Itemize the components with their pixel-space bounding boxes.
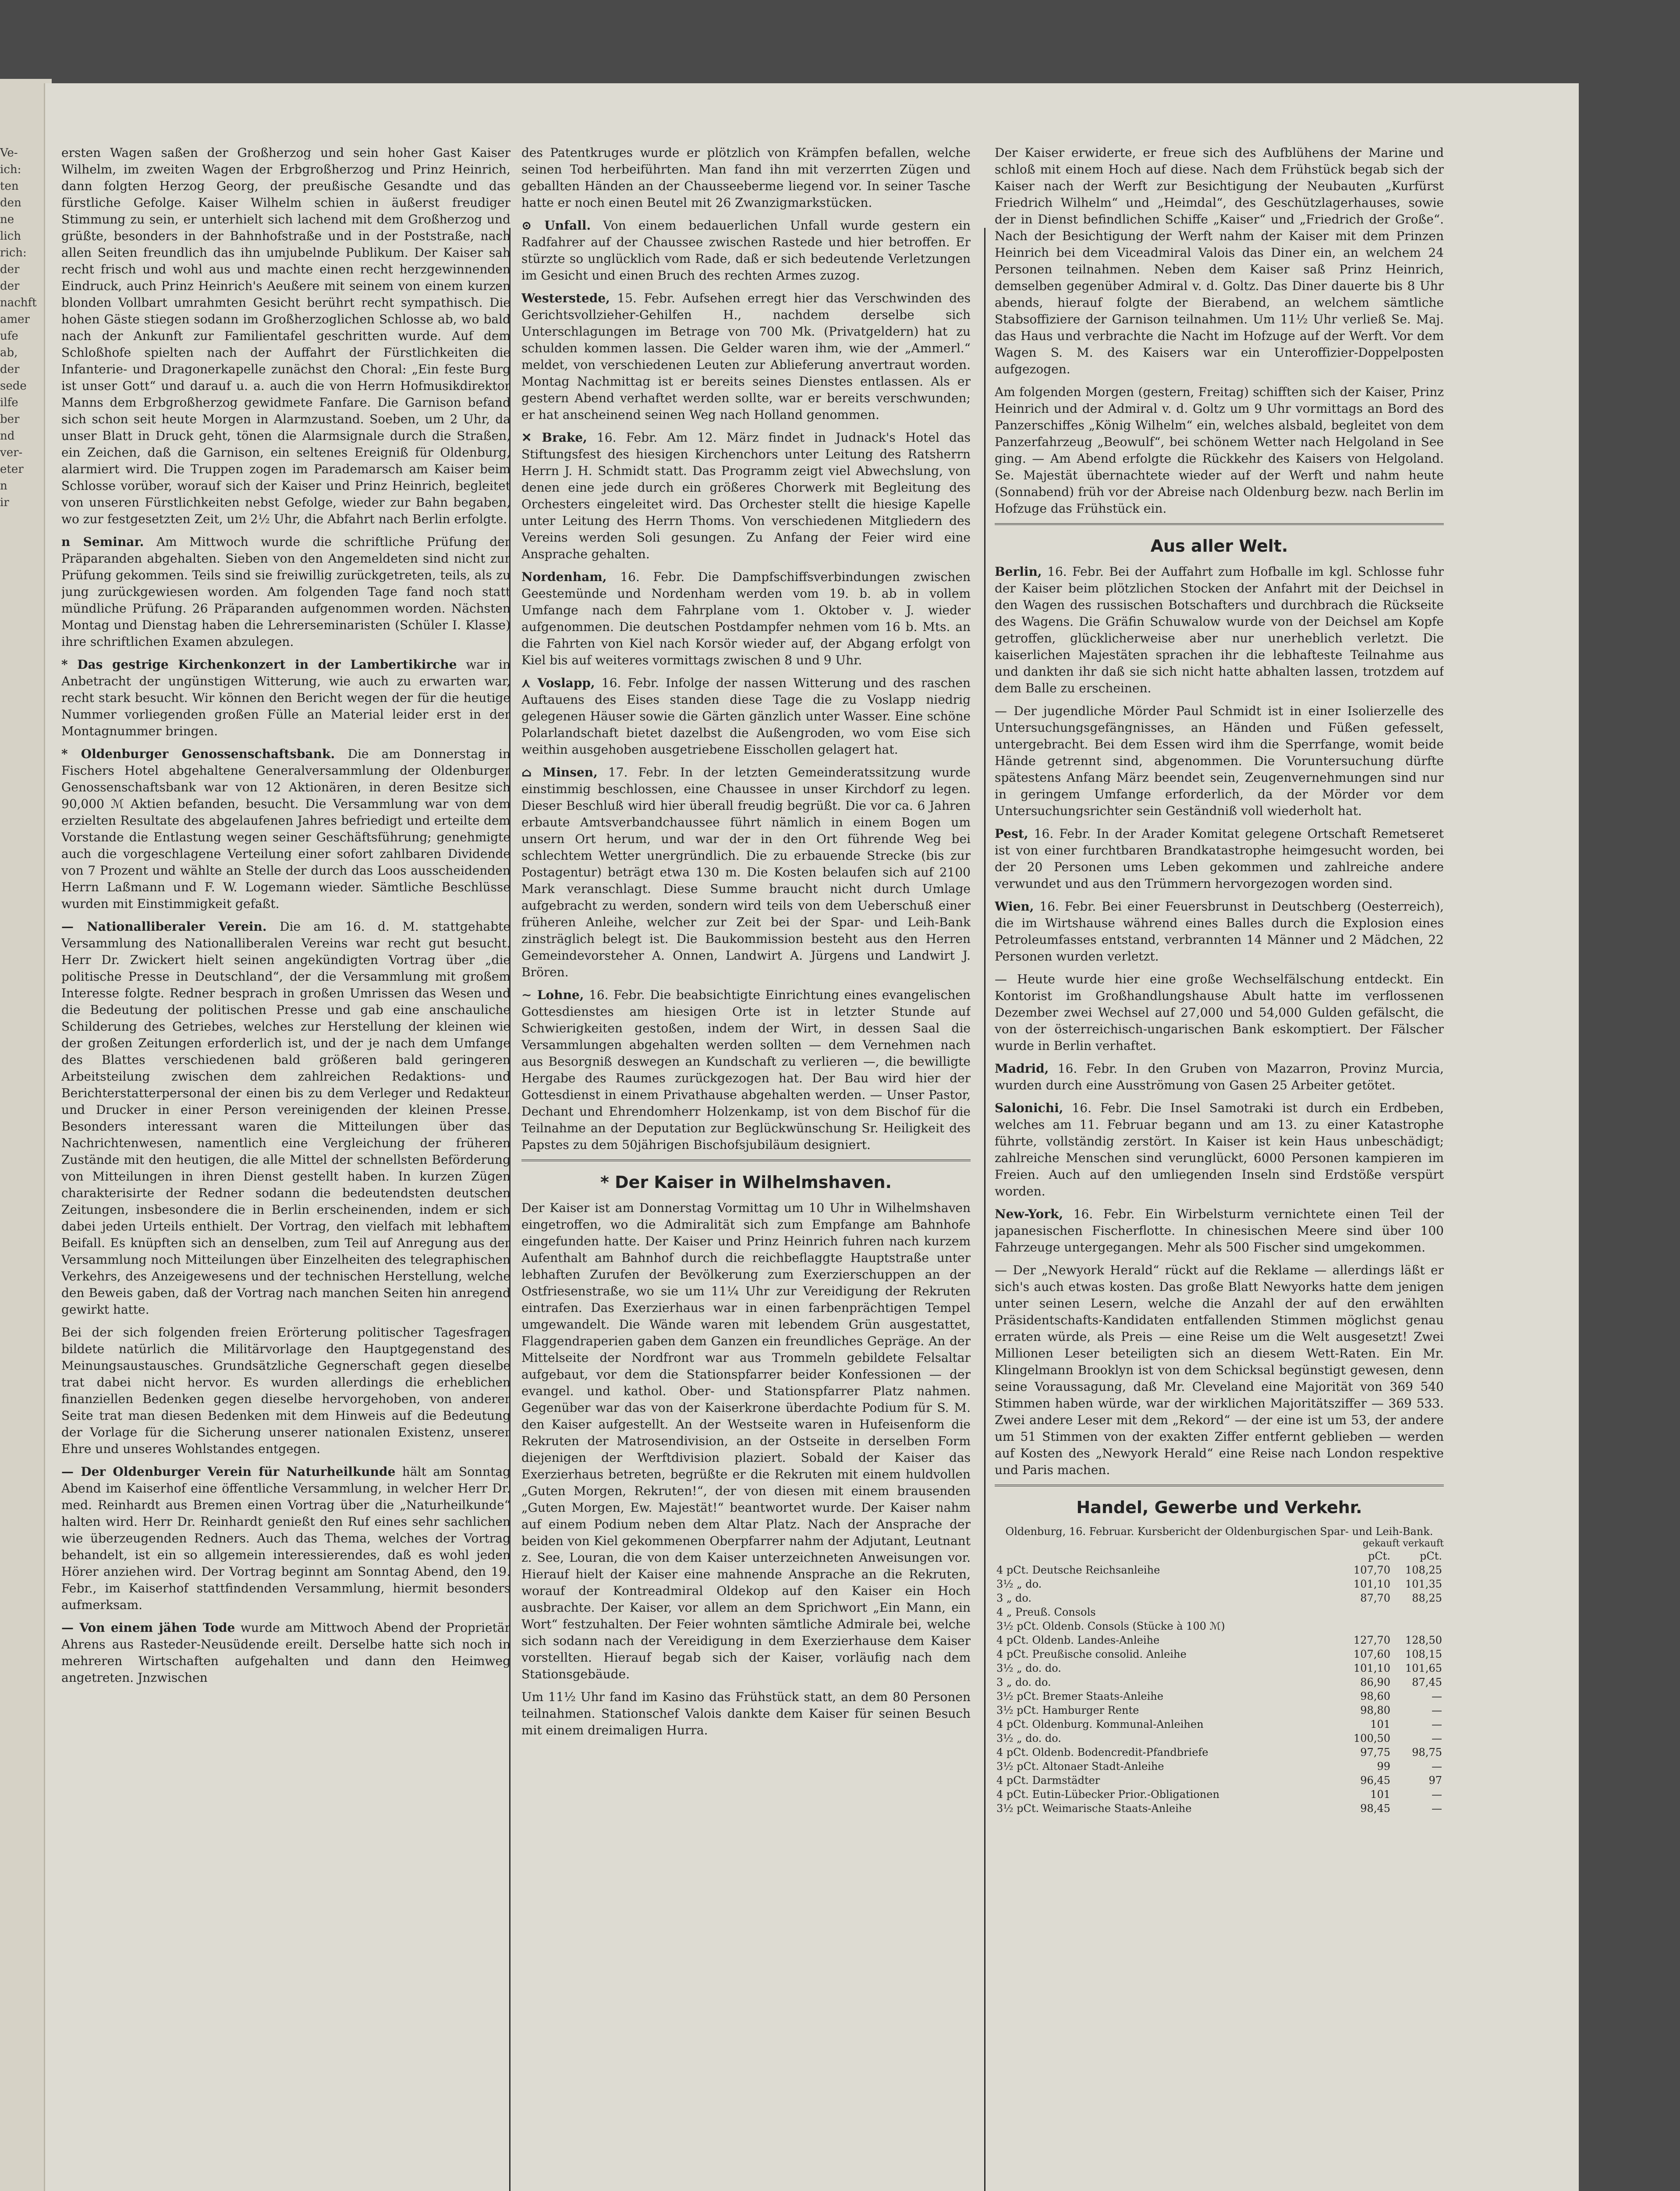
section-title-aus-aller-welt: Aus aller Welt.	[1150, 536, 1288, 556]
article-paragraph	[61, 918, 510, 1318]
table-cell: —	[1432, 1690, 1442, 1702]
table-row	[995, 1703, 1444, 1717]
table-cell: 98,45	[1360, 1802, 1390, 1815]
table-cell: 101	[1370, 1788, 1390, 1801]
article-paragraph	[995, 384, 1444, 517]
table-cell: 3½ „ do.	[996, 1578, 1042, 1590]
left-page-fragment: ber	[0, 413, 20, 426]
article-text: Am Mittwoch wurde die schriftliche Prüfung der Präparanden abgehalten. Sieben von den Angemeldeten sind nicht zur Prüfung gekommen. Teils sind sie freiwillig zurückgetreten, teils, als zu jung zurückgewiesen worden. Am folgenden Tage fand noch statt mündliche Prüfung. 26 Präparanden aufgenommen worden. Nächsten Montag und Dienstag haben die Lehrerseminaristen (Schüler I. Klasse) ihre schriftlichen Examen abzulegen.	[61, 535, 510, 649]
table-cell: 4 „ Preuß. Consols	[996, 1606, 1096, 1618]
article-paragraph	[521, 1200, 971, 1683]
article-text: 16. Febr. Am 12. März findet in Judnack's Hotel das Stiftungsfest des hiesigen Kirchenchors unter Leitung des Ratsherrn Herrn J. H. Schmidt statt. Das Programm zeigt viel Abwechslung, von denen eine jede durch ein größeres Chorwerk mit Begleitung des Orchesters eingeleitet wird. Das Orchester stellt die hiesige Kapelle unter Leitung des Herrn Thoms. Von verschiedenen Mitgliedern des Vereins werden Soli gesungen. Zu Anfang der Feier wird eine Ansprache gehalten.	[521, 430, 971, 561]
table-row	[995, 1549, 1444, 1563]
article-paragraph	[521, 1689, 971, 1739]
table-cell: 98,75	[1412, 1746, 1442, 1758]
table-cell	[995, 1549, 1340, 1563]
left-page-fragment: ab,	[0, 346, 18, 359]
table-row	[995, 1605, 1444, 1619]
table-cell: —	[1432, 1760, 1442, 1773]
table-cell: —	[1432, 1788, 1442, 1801]
article-text: Bei der sich folgenden freien Erörterung politischer Tagesfragen bildete natürlich die Militärvorlage den Hauptgegenstand des Meinungsaustausches. Grundsätzliche Gegnerschaft gegen dieselbe trat dabei nicht hervor. Es wurden allerdings die erheblichen finanziellen Bedenken gegen dieselbe hervorgehoben, von anderer Seite trat man diesen Bedenken mit dem Hinweis auf die Bedeutung der Vorlage für die Sicherung unserer nationalen Existenz, unserer Ehre und unseres Wohlstandes entgegen.	[61, 1325, 510, 1456]
table-row	[995, 1689, 1444, 1703]
article-lead: ∼ Lohne,	[521, 988, 584, 1002]
table-cell: 3½ pCt. Altonaer Stadt-Anleihe	[996, 1760, 1164, 1773]
article-text: — Der jugendliche Mörder Paul Schmidt ist in einer Isolierzelle des Untersuchungsgefängnisses, an Händen und Füßen gefesselt, untergebracht. Bei dem Essen wird ihm die Sperrfange, womit beide Hände getrennt sind, abgenommen. Die Voruntersuchung dürfte spätestens Anfang März beendet sein, Zeugenvernehmungen sind nur in geringem Umfange erforderlich, da der Mörder vor dem Untersuchungsrichter sein Geständniß voll wiederholt hat.	[995, 704, 1444, 818]
article-text: Die am Donnerstag in Fischers Hotel abgehaltene Generalversammlung der Oldenburger Genossenschaftsbank war von 12 Aktionären, in deren Besitze sich 90,000 ℳ Aktien befanden, besucht. Die Versammlung war von dem erzielten Resultate des abgelaufenen Jahres befriedigt und erteilte dem Vorstande die Entlastung wegen seiner Geschäftsführung; genehmigte auch die vorgeschlagene Verteilung einer sofort zahlbaren Dividende von 7 Prozent und wählte an Stelle der durch das Loos ausscheidenden Herrn Laßmann und F. W. Logemann wieder. Sämtliche Beschlüsse wurden mit Einstimmigkeit gefaßt.	[61, 747, 510, 911]
table-cell: 4 pCt. Eutin-Lübecker Prior.-Obligationen	[996, 1788, 1219, 1801]
article-lead: Pest,	[995, 826, 1028, 841]
table-cell: 107,60	[1354, 1648, 1390, 1660]
table-cell: pCt.	[1420, 1550, 1442, 1562]
left-page-fragment: den	[0, 196, 21, 209]
table-cell: 87,45	[1412, 1676, 1442, 1688]
left-page-fragment: n	[0, 479, 7, 493]
article-paragraph	[521, 987, 971, 1153]
table-cell: 99	[1377, 1760, 1390, 1773]
left-page-fragment: ich:	[0, 163, 21, 176]
table-row	[995, 1759, 1444, 1773]
table-cell	[1340, 1605, 1392, 1619]
left-page-fragment: nd	[0, 429, 15, 443]
article-paragraph	[61, 656, 510, 740]
article-text: war in Anbetracht der ungünstigen Witterung, wie auch zu erwarten war, recht stark besucht. Wir können den Bericht wegen der für die heutige Nummer vorliegenden großen Fülle an Material leider erst in der Montagnummer bringen.	[61, 657, 510, 738]
section-divider	[995, 523, 1444, 525]
table-cell: pCt.	[1368, 1550, 1390, 1562]
article-lead: Salonichi,	[995, 1101, 1063, 1115]
table-row	[995, 1647, 1444, 1661]
table-cell: 4 pCt. Oldenburg. Kommunal-Anleihen	[996, 1718, 1204, 1730]
table-cell: 100,50	[1354, 1732, 1390, 1744]
article-lead: New-York,	[995, 1207, 1063, 1221]
market-title: Handel, Gewerbe und Verkehr.	[1076, 1498, 1362, 1517]
table-row	[995, 1563, 1444, 1577]
left-page-fragments	[0, 145, 53, 511]
left-page-fragment: Ve-	[0, 146, 18, 160]
article-lead: * Oldenburger Genossenschaftsbank.	[61, 747, 335, 761]
table-cell: 88,25	[1412, 1592, 1442, 1604]
table-cell: —	[1432, 1704, 1442, 1716]
column-rule	[984, 228, 985, 2191]
article-lead: ✕ Brake,	[521, 430, 587, 445]
table-cell: 3½ „ do. do.	[996, 1662, 1061, 1674]
table-row	[995, 1717, 1444, 1731]
table-row	[995, 1633, 1444, 1647]
article-text: Um 11½ Uhr fand im Kasino das Frühstück statt, an dem 80 Personen teilnahmen. Stationschef Valois dankte dem Kaiser für seinen Besuch mit einem dreimaligen Hurra.	[521, 1690, 971, 1737]
table-cell: 86,90	[1360, 1676, 1390, 1688]
article-lead: ⋏ Voslapp,	[521, 676, 595, 690]
article-lead: Madrid,	[995, 1061, 1049, 1076]
article-paragraph	[995, 826, 1444, 892]
article-paragraph	[521, 429, 971, 563]
article-lead: — Nationalliberaler Verein.	[61, 919, 267, 934]
left-page-fragment: ten	[0, 180, 19, 193]
table-row	[995, 1731, 1444, 1745]
article-paragraph	[995, 564, 1444, 697]
table-row	[995, 1661, 1444, 1675]
article-paragraph	[995, 1060, 1444, 1094]
market-subtitle: Oldenburg, 16. Februar. Kursbericht der Oldenburgischen Spar- und Leih-Bank.	[1005, 1525, 1433, 1538]
article-paragraph	[61, 1464, 510, 1613]
table-cell: 101,35	[1405, 1578, 1442, 1590]
article-text: 16. Febr. Bei der Auffahrt zum Hofballe im kgl. Schlosse fuhr der Kaiser beim plötzlichen Stocken der Anfahrt mit der Deichsel in den Wagen des russischen Botschafters und durchbrach die Rückseite des Wagens. Die Gräfin Schuwalow wurde von der Deichsel am Kopfe getroffen, glücklicherweise aber nur unerheblich verletzt. Die kaiserlichen Majestäten sprachen ihr die lebhafteste Teilnahme aus und dankten ihr daß sie sich nicht hatte abhalten lassen, trotzdem auf dem Balle zu erscheinen.	[995, 564, 1444, 695]
table-cell: 4 pCt. Preußische consolid. Anleihe	[996, 1648, 1187, 1660]
left-page-fragment: ufe	[0, 330, 18, 343]
column-3	[995, 145, 1444, 1815]
left-page-fragment: rich:	[0, 246, 27, 259]
article-text: hält am Sonntag Abend im Kaiserhof eine öffentliche Versammlung, in welcher Herr Dr. med. Reinhardt aus Bremen einen Vortrag über die „Naturheilkunde“ halten wird. Herr Dr. Reinhardt genießt den Ruf eines sehr sachlichen wie überzeugenden Redners. Auch das Thema, welches der Vortrag behandelt, ist ein so allgemein interessierendes, daß es wohl jeden Hörer anziehen wird. Der Vortrag beginnt am Sonntag Abend, den 19. Febr., im Kaiserhof stattfindenden Versammlung, hiermit besonders aufmerksam.	[61, 1464, 510, 1612]
article-text: Von einem bedauerlichen Unfall wurde gestern ein Radfahrer auf der Chaussee zwischen Rastede und hier betroffen. Er stürzte so unglücklich vom Rade, daß er sich bedeutende Verletzungen im Gesicht und einen Bruch des rechten Armes zuzog.	[521, 218, 971, 283]
table-cell	[1392, 1619, 1444, 1633]
article-paragraph	[995, 703, 1444, 819]
article-text: 16. Febr. Die beabsichtigte Einrichtung eines evangelischen Gottesdienstes am hiesigen Orte ist in letzter Stunde auf Schwierigkeiten gestoßen, indem der Wirt, in dessen Saal die Versammlungen abgehalten werden sollten — dem Vernehmen nach aus Besorgniß deswegen an Kundschaft zu verlieren —, die bewilligte Hergabe des Raumes zurückgezogen hat. Der Bau wird hier der Gottesdienst in einem Privathause abgehalten werden. — Unser Pastor, Dechant und Ehrendomherr Holzenkamp, ist von dem Bischof für die Teilnahme an der Deputation zur Beglückwünschung Sr. Heiligkeit des Papstes zu dem 50jährigen Bischofsjubiläum designiert.	[521, 988, 971, 1152]
article-lead: Westerstede,	[521, 291, 610, 305]
table-cell: 3½ pCt. Oldenb. Consols (Stücke à 100 ℳ)	[996, 1620, 1225, 1632]
article-text: 16. Febr. Infolge der nassen Witterung und des raschen Auftauens des Eises standen diese Tage die zu Voslapp niedrig gelegenen Häuser sowie die Gärten gänzlich unter Wasser. Eine schöne Polarlandschaft bietet dazelbst die Außengroden, wo vom Eise sich weithin ausgehoben ausgetriebene Eisschollen gelagert hat.	[521, 676, 971, 757]
table-cell: 3 „ do. do.	[996, 1676, 1051, 1688]
table-cell: 101,10	[1354, 1662, 1390, 1674]
article-text: — Der „Newyork Herald“ rückt auf die Reklame — allerdings läßt er sich's auch etwas kosten. Das große Blatt Newyorks hatte dem jenigen unter seinen Lesern, welche die Anzahl der auf den erwählten Präsidentschafts-Kandidaten entfallenden Stimmen möglichst genau erraten würde, als Preis — eine Reise um die Welt ausgesetzt! Zwei Millionen Leser beteiligten sich an diesem Wett-Raten. Ein Mr. Klingelmann Brooklyn ist von dem Schicksal begünstigt gewesen, denn seine Voraussagung, daß Mr. Cleveland eine Majorität von 369 540 Stimmen haben würde, war der wirklichen Majoritätsziffer — 369 533. Zwei andere Leser mit dem „Rekord“ — der eine ist um 53, der andere um 51 Stimmen von der exakten Ziffer entfernt geblieben — werden auf Kosten des „Newyork Herald“ eine Reise nach London respektive und Paris machen.	[995, 1263, 1444, 1477]
article-paragraph	[61, 145, 510, 528]
table-cell: 3½ pCt. Hamburger Rente	[996, 1704, 1139, 1716]
article-lead: ⊙ Unfall.	[521, 218, 591, 233]
article-lead: — Der Oldenburger Verein für Naturheilkunde	[61, 1464, 396, 1479]
table-cell: 127,70	[1354, 1634, 1390, 1646]
left-page-fragment: eter	[0, 463, 24, 476]
article-paragraph	[521, 569, 971, 669]
table-cell	[1340, 1619, 1392, 1633]
article-lead: * Das gestrige Kirchenkonzert in der Lambertikirche	[61, 657, 457, 672]
table-cell: 4 pCt. Darmstädter	[996, 1774, 1100, 1787]
left-page-fragment: der	[0, 263, 20, 276]
table-cell: 101,65	[1405, 1662, 1442, 1674]
article-paragraph	[61, 746, 510, 912]
table-row	[995, 1801, 1444, 1815]
left-page-fragment: der	[0, 363, 20, 376]
article-paragraph	[61, 1620, 510, 1686]
table-cell: —	[1432, 1802, 1442, 1815]
table-row	[995, 1619, 1444, 1633]
table-cell: 4 pCt. Deutsche Reichsanleihe	[996, 1564, 1160, 1576]
table-cell: 98,60	[1360, 1690, 1390, 1702]
article-lead: Wien,	[995, 899, 1034, 914]
article-text: ersten Wagen saßen der Großherzog und sein hoher Gast Kaiser Wilhelm, im zweiten Wagen der Erbgroßherzog und Prinz Heinrich, dann folgten Herzog Georg, der preußische Gesandte und das fürstliche Gefolge. Kaiser Wilhelm schien in äußerst freudiger Stimmung zu sein, er unterhielt sich lachend mit dem Großherzog und grüßte, besonders in der Bahnhofstraße und in der Poststraße, nach allen Seiten freundlich das ihn umjubelnde Publikum. Der Kaiser sah recht frisch und wohl aus und machte einen recht herzgewinnenden Eindruck, auch Prinz Heinrich's Aeußere mit seinem von einem kurzen blonden Vollbart umrahmten Gesicht berührt recht sympathisch. Die hohen Gäste stiegen sodann im Großherzoglichen Schlosse ab, wo bald nach der Ankunft zur Familientafel geschritten wurde. Auf dem Schloßhofe spielten nach der Auffahrt der Fürstlichkeiten die Infanterie- und Dragonerkapelle zunächst den Choral: „Ein feste Burg ist unser Gott“ und darauf u. a. auch die von Herrn Hofmusikdirektor Manns dem Erbgroßherzog gewidmete Fanfare. Die Garnison befand sich schon seit heute Morgen in Alarmzustand. Soeben, um 2 Uhr, da unser Blatt in Druck geht, tönen die Alarmsignale durch die Straßen, ein Zeichen, daß die Garnison, ein seltenes Ereigniß für Oldenburg, alarmiert wird. Die Truppen zogen im Parademarsch am Kaiser beim Schlosse vorüber, worauf sich der Kaiser und Prinz Heinrich, begleitet von unseren Fürstlichkeiten nebst Gefolge, wieder zur Bahn begaben, wo zur festgesetzten Zeit, um 2½ Uhr, die Abfahrt nach Berlin erfolgte.	[61, 145, 510, 526]
table-cell: 3 „ do.	[996, 1592, 1031, 1604]
table-row	[995, 1591, 1444, 1605]
table-cell	[1392, 1605, 1444, 1619]
article-paragraph	[61, 1324, 510, 1457]
article-text: 16. Febr. Ein Wirbelsturm vernichtete einen Teil der japanesischen Fischerflotte. In chinesischen Meere sind über 100 Fahrzeuge untergegangen. Mehr als 500 Fischer sind umgekommen.	[995, 1207, 1444, 1255]
table-cell: 3½ pCt. Bremer Staats-Anleihe	[996, 1690, 1163, 1702]
table-cell: 3½ „ do. do.	[996, 1732, 1061, 1744]
article-text: Der Kaiser erwiderte, er freue sich des Aufblühens der Marine und schloß mit einem Hoch auf diese. Nach dem Frühstück begab sich der Kaiser nach der Werft zur Besichtigung der Neubauten „Kurfürst Friedrich Wilhelm“ und „Heimdal“, des Geschützlagerhauses, sowie der in Dienst befindlichen Schiffe „Kaiser“ und „Friedrich der Große“. Nach der Besichtigung der Werft nahm der Kaiser mit dem Prinzen Heinrich bei dem Viceadmiral Valois das Diner ein, an welchem 24 Personen teilnahmen. Neben dem Kaiser saß Prinz Heinrich, demselben gegenüber Admiral v. d. Goltz. Das Diner dauerte bis 8 Uhr abends, hierauf folgte der Bierabend, an welchem sämtliche Stabsoffiziere der Garnison teilnahmen. Um 11½ Uhr verließ Se. Maj. das Haus und verbrachte die Nacht im Hofzuge auf der Werft. Vor dem Wagen S. M. des Kaisers war ein Unteroffizier-Doppelposten aufgezogen.	[995, 145, 1444, 376]
table-cell: 4 pCt. Oldenb. Landes-Anleihe	[996, 1634, 1160, 1646]
section-divider	[995, 1485, 1444, 1486]
article-text: 16. Febr. Die Insel Samotraki ist durch ein Erdbeben, welches am 11. Februar begann und am 13. zu einer Katastrophe führte, vollständig zerstört. In Kaiser ist kein Haus unbeschädigt; zahlreiche Menschen sind verunglückt, 6000 Personen kampieren im Freien. Auch auf den umliegenden Inseln sind Erdstöße verspürt worden.	[995, 1101, 1444, 1198]
table-cell: 108,15	[1405, 1648, 1442, 1660]
left-page-fragment: der	[0, 280, 20, 293]
column-1	[61, 145, 510, 1692]
article-text: — Heute wurde hier eine große Wechselfälschung entdeckt. Ein Kontorist im Großhandlungshause Abult hatte im verflossenen Dezember zwei Wechsel auf 27,000 und 54,000 Gulden gefälscht, die von der österreichisch-ungarischen Bank eskomptiert. Der Fälscher wurde in Berlin verhaftet.	[995, 972, 1444, 1053]
article-lead: Berlin,	[995, 564, 1042, 579]
table-cell: 101,10	[1354, 1578, 1390, 1590]
article-paragraph	[61, 534, 510, 650]
article-paragraph	[521, 290, 971, 423]
article-paragraph	[995, 971, 1444, 1054]
article-paragraph	[995, 1262, 1444, 1478]
table-cell: 3½ pCt. Weimarische Staats-Anleihe	[996, 1802, 1192, 1815]
left-page-fragment: ne	[0, 213, 14, 226]
article-lead: n Seminar.	[61, 535, 144, 549]
table-cell: 108,25	[1405, 1564, 1442, 1576]
article-text: wurde am Mittwoch Abend der Proprietär Ahrens aus Rasteder-Neusüdende ereilt. Derselbe hatte sich noch in mehreren Wirtschaften aufgehalten und dann den Heimweg angetreten. Jnzwischen	[61, 1620, 510, 1685]
table-cell: 97,75	[1360, 1746, 1390, 1758]
left-page-fragment: amer	[0, 313, 30, 326]
table-cell: 97	[1428, 1774, 1442, 1787]
left-page-fragment: ver-	[0, 446, 23, 459]
article-text: 16. Febr. In den Gruben von Mazarron, Provinz Murcia, wurden durch eine Ausströmung von Gasen 25 Arbeiter getötet.	[995, 1061, 1444, 1092]
article-text: Am folgenden Morgen (gestern, Freitag) schifften sich der Kaiser, Prinz Heinrich und der Admiral v. d. Goltz um 9 Uhr vormittags an Bord des Panzerschiffes „König Wilhelm“ ein, welches alsbald, begleitet von dem Panzerfahrzeug „Beowulf“, bei schönem Wetter nach Helgoland in See ging. — Am Abend erfolgte die Rückkehr des Kaisers von Helgoland. Se. Majestät übernachtete wieder auf der Werft und nahm heute (Sonnabend) früh vor der Abreise nach Oldenburg bezw. nach Berlin im Hofzuge das Frühstück ein.	[995, 385, 1444, 516]
article-paragraph	[521, 145, 971, 211]
article-paragraph	[995, 1206, 1444, 1256]
table-row	[995, 1787, 1444, 1801]
table-cell: 4 pCt. Oldenb. Bodencredit-Pfandbriefe	[996, 1746, 1209, 1758]
article-paragraph	[521, 764, 971, 981]
article-text: Die am 16. d. M. stattgehabte Versammlung des Nationalliberalen Vereins war recht gut besucht. Herr Dr. Zwickert hielt seinen angekündigten Vortrag über „die politische Presse in Deutschland“, der die Versammlung mit großem Interesse folgte. Redner besprach in großen Umrissen das Wesen und die Bedeutung der politischen Presse und gab eine anschauliche Schilderung des Getriebes, welches zur Herstellung der kleinen wie der großen Zeitungen erforderlich ist, und der je nach dem Umfange des Blattes verschiedenen bald größeren bald geringeren Arbeitsteilung zwischen dem zahlreichen Redaktions- und Berichterstatterpersonal der einen bis zu dem Verleger und Redakteur und Drucker in einer Person vereinigenden der kleinen Presse. Besonders interessant waren die Mitteilungen über das Nachrichtenwesen, namentlich eine Vergleichung der früheren Zustände mit den heutigen, die alle Mittel der schnellsten Beförderung von Mitteilungen in ihren Dienst gestellt haben. In kurzen Zügen charakterisirte der Redner sodann die bedeutendsten deutschen Zeitungen, insbesondere die in Berlin erscheinenden, indem er sich dabei jeden Urteils enthielt. Der Vortrag, den vielfach mit lebhaftem Beifall. Es knüpften sich an denselben, zum Teil auf Anregung aus der Versammlung noch Mitteilungen über Einzelheiten des telegraphischen Verkehrs, des Anzeigewesens und der technischen Herstellung, welche den Beweis gaben, daß der Vortrag nach manchen Seiten hin anregend gewirkt hatte.	[61, 919, 510, 1317]
section-title-kaiser: * Der Kaiser in Wilhelmshaven.	[600, 1173, 892, 1192]
article-text: 17. Febr. In der letzten Gemeinderatssitzung wurde einstimmig beschlossen, eine Chaussee in unser Kirchdorf zu legen. Dieser Beschluß wird hier überall freudig begrüßt. Die vor ca. 6 Jahren erbaute Amtsverbandchaussee führt nämlich in einem Bogen um unsern Ort herum, und war der in den Ort führende Weg bei schlechtem Wetter unergründlich. Die zu erbauende Strecke (bis zur Postagentur) beträgt etwa 130 m. Die Kosten belaufen sich auf 2100 Mark veranschlagt. Diese Summe braucht nicht durch Umlage aufgebracht zu werden, sondern wird teils von dem Ueberschuß einer früheren Anleihe, welcher zur Zeit bei der Spar- und Leih-Bank zinsträglich belegt ist. Die Baukommission besteht aus den Herren Gemeindevorsteher A. Onnen, Landwirt A. Jürgens und Landwirt J. Brören.	[521, 765, 971, 979]
table-row	[995, 1773, 1444, 1787]
table-cell: —	[1432, 1718, 1442, 1730]
quotes-table	[995, 1549, 1444, 1815]
table-cell: —	[1432, 1732, 1442, 1744]
table-cell: 107,70	[1354, 1564, 1390, 1576]
article-text: 15. Febr. Aufsehen erregt hier das Verschwinden des Gerichtsvollzieher-Gehilfen H., nachdem derselbe sich Unterschlagungen im Betrage von 700 Mk. (Privatgeldern) hat zu schulden kommen lassen. Die Gelder waren ihm, wie der „Ammerl.“ meldet, von verschiedenen Leuten zur Ablieferung anvertraut worden. Montag Nachmittag ist er bereits seines Dienstes entlassen. Als er gestern Abend verhaftet werden sollte, war er bereits verschwunden; er hat anscheinend seinen Weg nach Holland genommen.	[521, 291, 971, 422]
article-lead: ⌂ Minsen,	[521, 765, 598, 780]
article-text: 16. Febr. In der Arader Komitat gelegene Ortschaft Remetseret ist von einer furchtbaren Brandkatastrophe heimgesucht worden, bei der 20 Personen ums Leben gekommen und zahlreiche andere verwundet und aus den Trümmern hervorgezogen worden sind.	[995, 826, 1444, 891]
article-paragraph	[521, 675, 971, 758]
article-lead: — Von einem jähen Tode	[61, 1620, 235, 1635]
left-page-fragment: sede	[0, 379, 27, 393]
article-text: 16. Febr. Bei einer Feuersbrunst in Deutschberg (Oesterreich), die im Wirtshause während eines Balles durch die Explosion eines Petroleumfasses entstand, verbrannten 14 Männer und 2 Mädchen, 22 Personen wurden verletzt.	[995, 899, 1444, 964]
article-lead: Nordenham,	[521, 570, 607, 584]
article-text: 16. Febr. Die Dampfschiffsverbindungen zwischen Geestemünde und Nordenham werden vom 19. b. ab in vollem Umfange nach dem Fahrplane vom 1. Oktober v. J. wieder aufgenommen. Die deutschen Postdampfer nehmen vom 16 b. Mts. an die Fahrten von Kiel nach Korsör wieder auf, der Abgang erfolgt von Kiel bis auf weiteres vormittags zwischen 8 und 9 Uhr.	[521, 570, 971, 667]
table-row	[995, 1577, 1444, 1591]
table-cell: 101	[1370, 1718, 1390, 1730]
left-page-fragment: lich	[0, 230, 21, 243]
table-row	[995, 1745, 1444, 1759]
article-paragraph	[521, 217, 971, 284]
column-2	[521, 145, 971, 1745]
article-paragraph	[995, 145, 1444, 378]
article-paragraph	[995, 1100, 1444, 1200]
article-paragraph	[995, 898, 1444, 965]
table-cell: 96,45	[1360, 1774, 1390, 1787]
left-page-fragment: ir	[0, 496, 9, 509]
article-text: Der Kaiser ist am Donnerstag Vormittag um 10 Uhr in Wilhelmshaven eingetroffen, wo die Admiralität sich zum Empfange am Bahnhofe eingefunden hatte. Der Kaiser und Prinz Heinrich fuhren nach kurzem Aufenthalt am Bahnhof durch die reichbeflaggte Hauptstraße unter lebhaften Zurufen der Bevölkerung zum Exerzierschuppen an der Ostfriesenstraße, wo sie um 11¼ Uhr zur Vereidigung der Rekruten eintrafen. Das Exerzierhaus war in einen farbenprächtigen Tempel umgewandelt. Die Wände waren mit lebendem Grün ausgestattet, Flaggendraperien gaben dem Ganzen ein freundliches Gepräge. An der Mittelseite der Nordfront war aus Trommeln gebildete Felsaltar aufgebaut, vor dem die Stationspfarrer beider Konfessionen — der evangel. und kathol. Ober- und Stationspfarrer Platz nahmen. Gegenüber war das von der Kaiserkrone überdachte Podium für S. M. den Kaiser aufgestellt. An der Westseite waren in Hufeisenform die Rekruten der Matrosendivision, an der Ostseite in derselben Form diejenigen der Werftdivision plaziert. Sobald der Kaiser das Exerzierhaus betreten, begrüßte er die Rekruten mit einem huldvollen „Guten Morgen, Rekruten!“, der von diesen mit einem brausenden „Guten Morgen, Ew. Majestät!“ beantwortet wurde. Der Kaiser nahm auf einem Podium neben dem Altar Platz. Nach der Ansprache der beiden von Kiel gekommenen Oberpfarrer nahm der Adjutant, Leutnant z. See, Louran, die von dem Kaiser unterzeichneten Anweisungen vor. Hierauf hielt der Kaiser eine mahnende Ansprache an die Rekruten, worauf der Kontreadmiral Oldekop auf den Kaiser ein Hoch ausbrachte. Der Kaiser, vor allem an dem Sprichwort „Ein Mann, ein Wort“ festzuhalten. Der Feier wohnten sämtliche Admirale bei, welche sich sodann nach der Vereidigung in dem Exerzierhause dem Kaiser vorstellten. Hierauf begab sich der Kaiser, vorläufig nach dem Stationsgebäude.	[521, 1201, 971, 1681]
left-page-fragment: nachft	[0, 296, 37, 309]
table-cell: 98,80	[1360, 1704, 1390, 1716]
market-header-right: gekauft verkauft	[1362, 1538, 1444, 1549]
section-divider	[521, 1159, 971, 1161]
table-row	[995, 1675, 1444, 1689]
table-cell: 128,50	[1405, 1634, 1442, 1646]
table-cell: 87,70	[1360, 1592, 1390, 1604]
left-page-fragment: ilfe	[0, 396, 18, 409]
article-text: des Patentkruges wurde er plötzlich von Krämpfen befallen, welche seinen Tod herbeiführten. Man fand ihn mit verzerrten Zügen und geballten Händen an der Chausseeberme liegend vor. In seiner Tasche hatte er noch einen Beutel mit 26 Zwanzigmarkstücken.	[521, 145, 971, 210]
